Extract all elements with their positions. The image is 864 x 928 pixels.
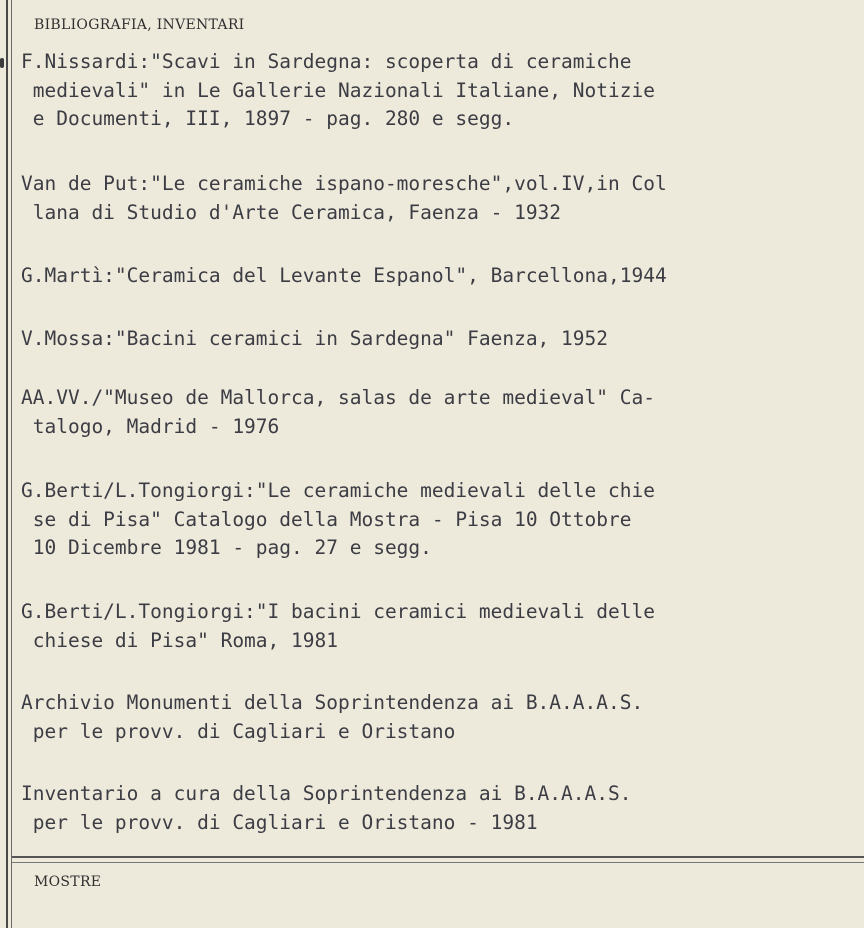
- bibliography-entry-berti-tongiorgi-catalogo: G.Berti/L.Tongiorgi:"Le ceramiche medievali delle chie se di Pisa" Catalogo della Mostra - Pisa 10 Ottobre 10 Dicembre 1981 - pag. 27 e segg.: [21, 479, 655, 559]
- bibliography-entry-berti-tongiorgi-bacini: G.Berti/L.Tongiorgi:"I bacini ceramici medievali delle chiese di Pisa" Roma, 1981: [21, 600, 655, 652]
- bibliography-entry-museo-mallorca: AA.VV./"Museo de Mallorca, salas de arte medieval" Ca- talogo, Madrid - 1976: [21, 386, 655, 438]
- section-divider-top: [12, 856, 864, 858]
- left-double-rule-outer: [6, 0, 8, 928]
- margin-tick-mark: [0, 58, 4, 68]
- bibliography-entry-van-de-put: Van de Put:"Le ceramiche ispano-moresche",vol.IV,in Col lana di Studio d'Arte Ceramica, Faenza - 1932: [21, 172, 667, 224]
- bibliography-entry-marti: G.Martì:"Ceramica del Levante Espanol", Barcellona,1944: [21, 264, 667, 287]
- bibliography-entry-inventario: Inventario a cura della Soprintendenza ai B.A.A.A.S. per le provv. di Cagliari e Oristano - 1981: [21, 782, 632, 834]
- section-heading-mostre: MOSTRE: [34, 874, 102, 890]
- section-divider-bottom: [12, 862, 864, 863]
- section-heading-bibliografia: BIBLIOGRAFIA, INVENTARI: [34, 17, 245, 33]
- bibliography-entry-mossa: V.Mossa:"Bacini ceramici in Sardegna" Faenza, 1952: [21, 327, 608, 350]
- left-double-rule-inner: [11, 0, 12, 928]
- bibliography-entry-archivio-monumenti: Archivio Monumenti della Soprintendenza ai B.A.A.A.S. per le provv. di Cagliari e Oristano: [21, 691, 644, 743]
- bibliography-entry-nissardi: F.Nissardi:"Scavi in Sardegna: scoperta di ceramiche medievali" in Le Gallerie Nazionali Italiane, Notizie e Documenti, III, 1897 - pag. 280 e segg.: [21, 50, 655, 130]
